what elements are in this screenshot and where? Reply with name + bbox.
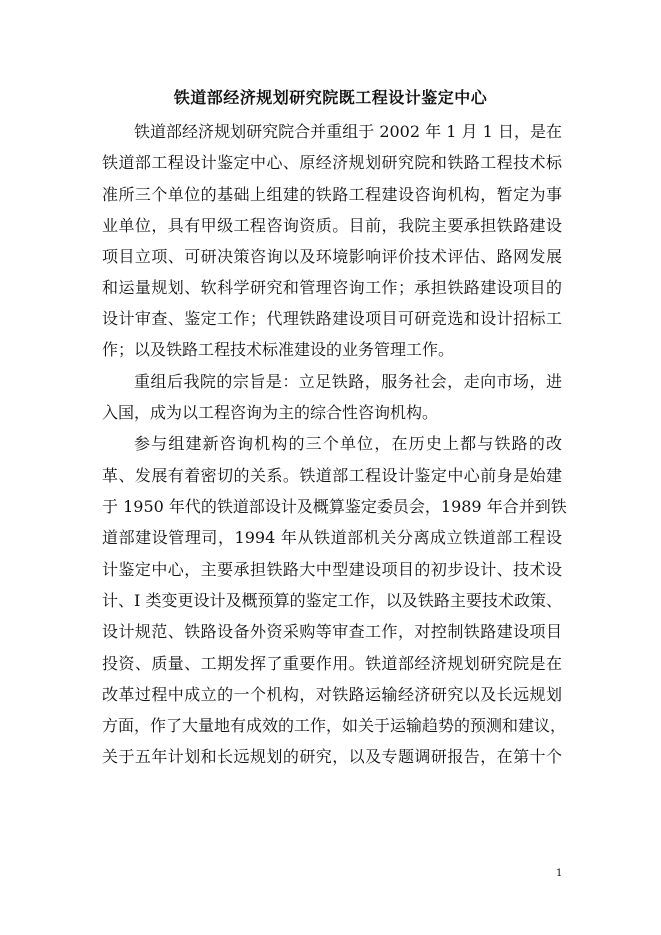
- paragraph-line: 于 1950 年代的铁道部设计及概算鉴定委员会，1989 年合并到铁: [102, 497, 567, 516]
- paragraph-line: 改革过程中成立的一个机构，对铁路运输经济研究以及长远规划: [102, 685, 562, 704]
- paragraph-line: 计鉴定中心，主要承担铁路大中型建设项目的初步设计、技术设: [102, 560, 562, 579]
- paragraph-line: 准所三个单位的基础上组建的铁路工程建设咨询机构，暂定为事: [102, 185, 562, 204]
- paragraph-line: 铁道部经济规划研究院合并重组于 2002 年 1 月 1 日，是在: [134, 122, 562, 141]
- paragraph-line: 入国，成为以工程咨询为主的综合性咨询机构。: [102, 403, 439, 422]
- paragraph-line: 关于五年计划和长远规划的研究，以及专题调研报告，在第十个: [102, 747, 562, 766]
- paragraph-line: 作；以及铁路工程技术标准建设的业务管理工作。: [102, 340, 455, 359]
- page-number: 1: [556, 868, 563, 879]
- paragraph-line: 革、发展有着密切的关系。铁道部工程设计鉴定中心前身是始建: [102, 466, 562, 485]
- paragraph-line: 道部建设管理司，1994 年从铁道部机关分离成立铁道部工程设: [102, 528, 562, 547]
- paragraph-line: 计、I 类变更设计及概预算的鉴定工作，以及铁路主要技术政策、: [102, 591, 562, 610]
- paragraph-line: 设计审查、鉴定工作；代理铁路建设项目可研竞选和设计招标工: [102, 309, 562, 328]
- paragraph-line: 设计规范、铁路设备外资采购等审查工作，对控制铁路建设项目: [102, 622, 562, 641]
- paragraph-line: 业单位，具有甲级工程咨询资质。目前，我院主要承担铁路建设: [102, 216, 562, 235]
- paragraph-line: 参与组建新咨询机构的三个单位，在历史上都与铁路的改: [134, 434, 562, 453]
- paragraph-line: 投资、质量、工期发挥了重要作用。铁道部经济规划研究院是在: [102, 654, 562, 673]
- paragraph-line: 铁道部工程设计鉴定中心、原经济规划研究院和铁路工程技术标: [102, 153, 562, 172]
- paragraph-line: 重组后我院的宗旨是：立足铁路，服务社会，走向市场，进: [134, 372, 562, 391]
- document-title: 铁道部经济规划研究院既工程设计鉴定中心: [173, 88, 488, 107]
- paragraph-line: 项目立项、可研决策咨询以及环境影响评价技术评估、路网发展: [102, 247, 562, 266]
- paragraph-line: 方面，作了大量地有成效的工作，如关于运输趋势的预测和建议，: [102, 716, 567, 735]
- paragraph-line: 和运量规划、软科学研究和管理咨询工作；承担铁路建设项目的: [102, 278, 562, 297]
